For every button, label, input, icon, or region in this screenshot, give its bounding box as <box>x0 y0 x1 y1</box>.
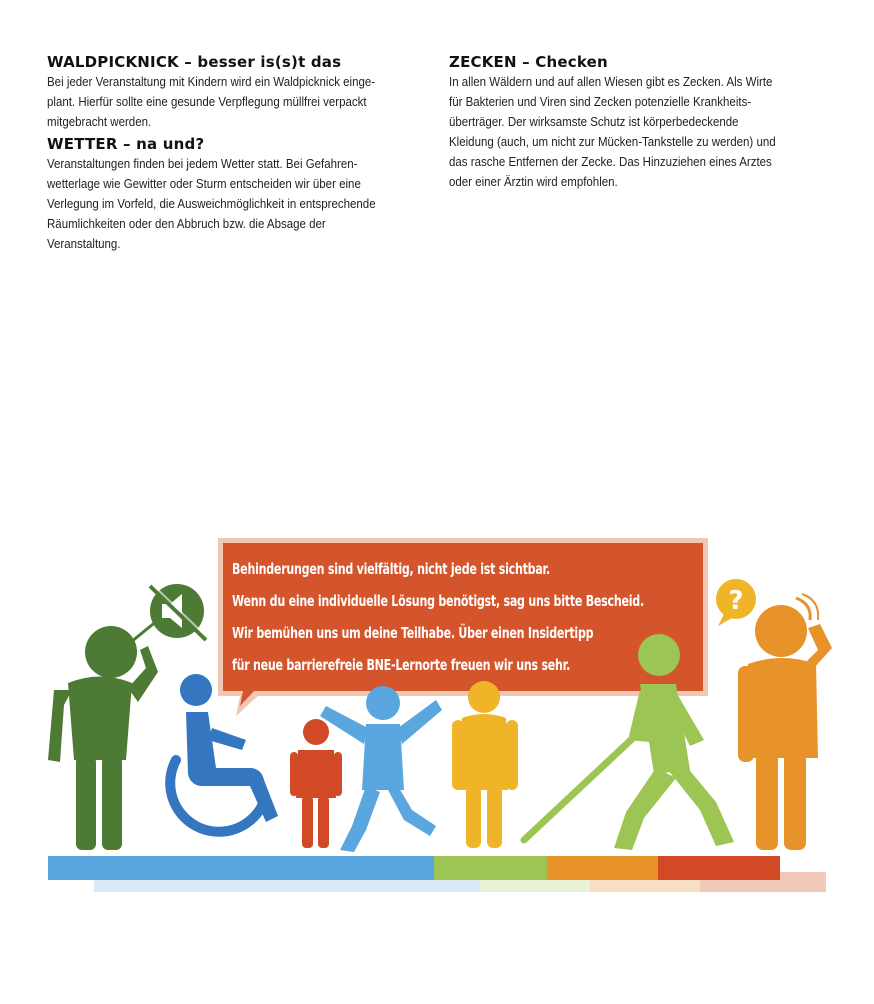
text-line: Räumlichkeiten oder den Abbruch bzw. die Absage der <box>47 217 326 231</box>
wheelchair-icon <box>170 674 278 832</box>
text-line: Veranstaltung. <box>47 237 121 251</box>
left-column <box>47 52 437 256</box>
text-line: wetterlage wie Gewitter oder Sturm entscheiden wir über eine <box>47 177 361 191</box>
section-title-ticks: ZECKEN – Checken <box>449 53 608 71</box>
muted-speaker-icon <box>127 584 208 646</box>
section-title-picnic: WALDPICKNICK – besser is(s)t das <box>47 53 342 71</box>
text-line: überträger. Der wirksamste Schutz ist körperbedeckende <box>449 115 739 129</box>
text-line: oder einer Ärztin wird empfohlen. <box>449 175 618 189</box>
banner-line: für neue barrierefreie BNE-Lernorte freuen wir uns sehr. <box>232 656 571 674</box>
text-line: Veranstaltungen finden bei jedem Wetter statt. Bei Gefahren- <box>47 157 358 171</box>
text-line: das rasche Entfernen der Zecke. Das Hinzuziehen eines Arztes <box>449 155 772 169</box>
text-line: Verlegung im Vorfeld, die Ausweichmöglichkeit in entsprechende <box>47 197 376 211</box>
svg-text:?: ? <box>728 586 744 616</box>
text-line: In allen Wäldern und auf allen Wiesen gibt es Zecken. Als Wirte <box>449 75 773 89</box>
banner-line: Wenn du eine individuelle Lösung benötigst, sag uns bitte Bescheid. <box>232 592 644 610</box>
text-line: für Bakterien und Viren sind Zecken potenzielle Krankheits- <box>449 95 752 109</box>
section-text-weather <box>47 154 433 254</box>
banner-text <box>232 553 702 681</box>
right-column <box>449 52 829 194</box>
section-text-ticks <box>449 72 828 192</box>
text-line: mitgebracht werden. <box>47 115 152 129</box>
section-title-weather: WETTER – na und? <box>47 135 205 153</box>
person-yellow <box>452 681 518 848</box>
text-line: Bei jeder Veranstaltung mit Kindern wird ein Waldpicknick einge- <box>47 75 376 89</box>
person-red-child <box>290 719 342 848</box>
text-line: Kleidung (auch, um nicht zur Mücken-Tankstelle zu werden) und <box>449 135 776 149</box>
section-text-picnic <box>47 72 433 132</box>
color-bar <box>48 856 826 892</box>
question-mark-icon <box>716 579 756 626</box>
person-orange <box>738 594 832 850</box>
banner-line: Behinderungen sind vielfältig, nicht jede ist sichtbar. <box>232 560 550 578</box>
banner-line: Wir bemühen uns um deine Teilhabe. Über einen Insidertipp <box>232 624 594 642</box>
text-line: plant. Hierfür sollte eine gesunde Verpflegung müllfrei verpackt <box>47 95 367 109</box>
person-dark-green <box>48 626 158 850</box>
